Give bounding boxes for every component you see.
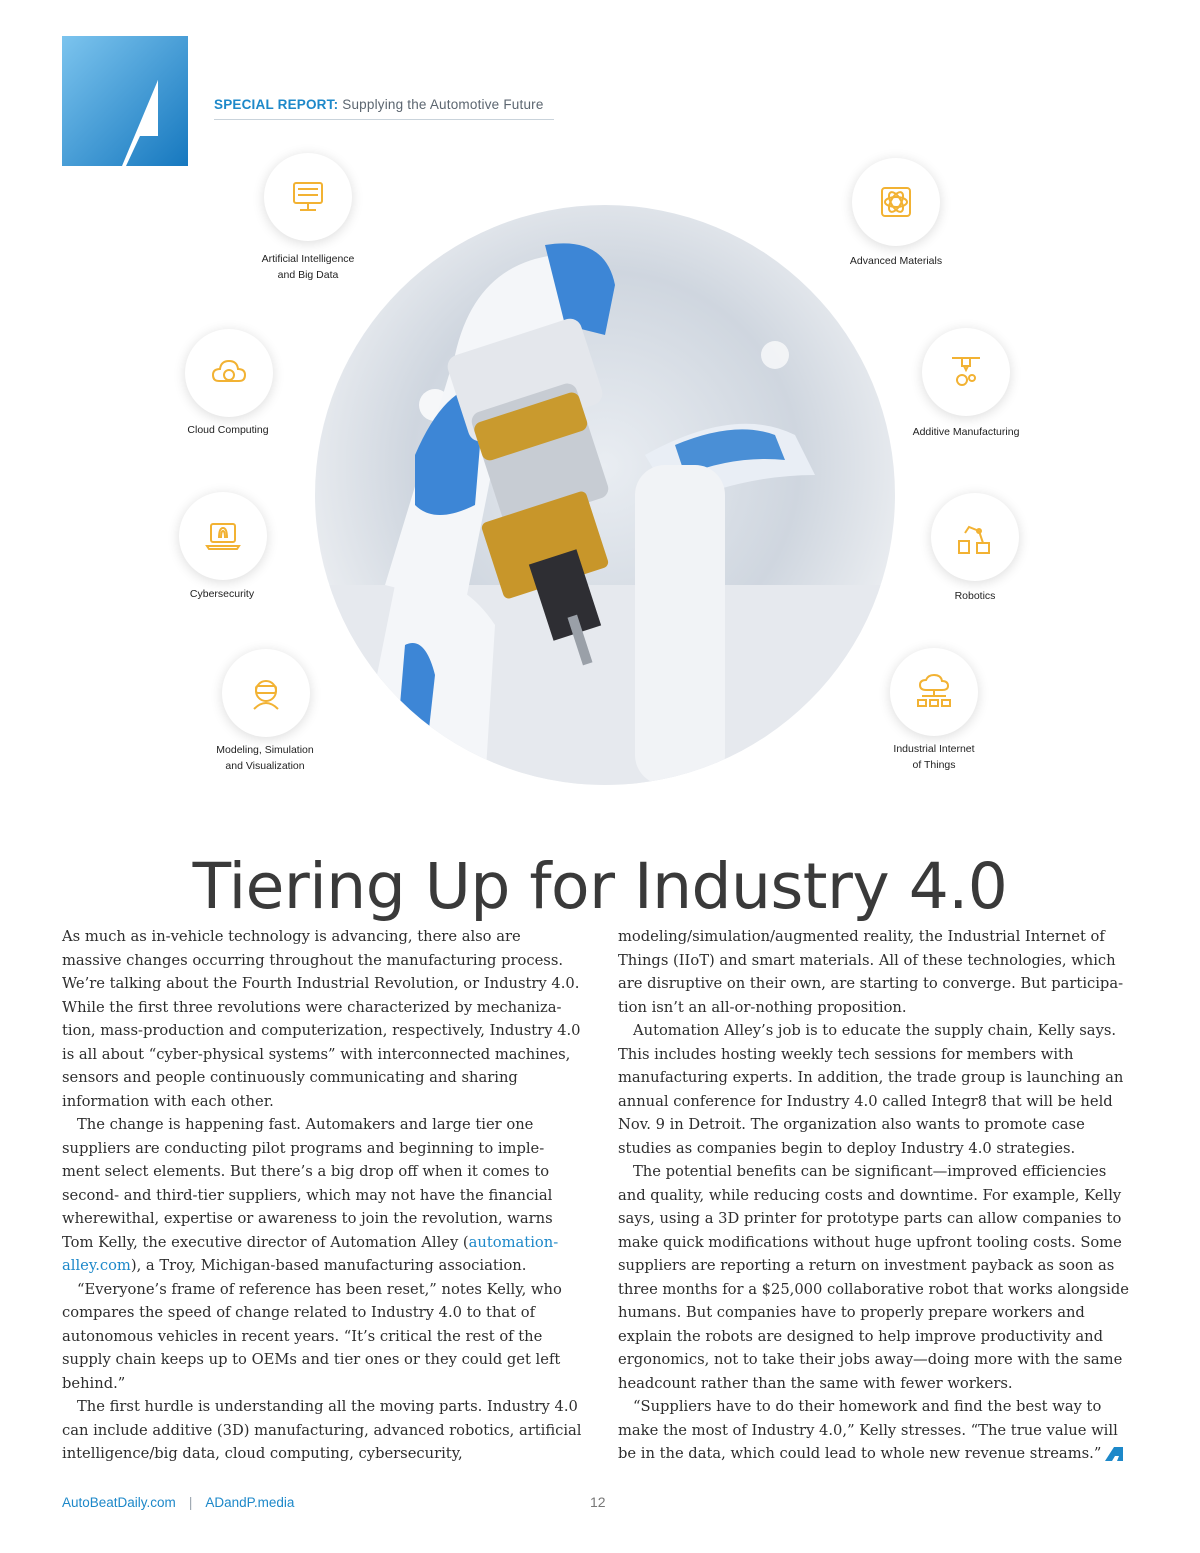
publication-logo xyxy=(62,36,188,166)
label-line: and Big Data xyxy=(277,269,339,281)
label-line: Industrial Internet xyxy=(893,743,975,755)
article-title: Tiering Up for Industry 4.0 xyxy=(192,850,1008,924)
label-line: Advanced Materials xyxy=(849,255,943,267)
label-line: Robotics xyxy=(954,590,996,602)
paragraph: As much as in-vehicle technology is advancing, there also are massive changes occurring throughout the manufacturing process. We’re talking about the Fourth Industrial Revolution, or Industry 4.0. While the first three revolutions were characterized by mechaniza-tion, mass-production and computerization, respectively, Industry 4.0 is all about “cyber-physical systems” with interconnected machines, sensors and people continuously communicating and sharing information with each other. xyxy=(62,928,581,1110)
automation-alley-link[interactable]: automation-alley.com xyxy=(62,1233,559,1274)
paragraph-text: “Suppliers have to do their homework and find the best way to make the most of Industry 4.0,” Kelly stresses. “The true value will be in the data, which could lead to whole new revenue streams.” xyxy=(618,1398,1118,1462)
iiot-label xyxy=(844,741,1024,773)
label-line: Additive Manufacturing xyxy=(912,426,1020,438)
footer-link-autobeat[interactable]: AutoBeatDaily.com xyxy=(62,1495,176,1510)
header-kicker: SPECIAL REPORT: xyxy=(214,97,339,112)
paragraph-text: ), a Troy, Michigan-based manufacturing association. xyxy=(130,1257,527,1274)
paragraph-text: The change is happening fast. Automakers and large tier one suppliers are conducting pilot programs and beginning to imple-ment select elements. But there’s a big drop off when it comes to second- and third-tier suppliers, which may not have the financial wherewithal, expertise or awareness to join the revolution, warns Tom Kelly, the executive director of Automation Alley ( xyxy=(62,1116,553,1251)
label-line: Modeling, Simulation xyxy=(216,744,314,756)
paragraph xyxy=(62,1113,582,1278)
footer xyxy=(62,1495,294,1510)
cloud-computing-icon xyxy=(185,329,273,417)
footer-separator: | xyxy=(188,1495,193,1510)
ai-big-data-icon xyxy=(264,153,352,241)
paragraph: modeling/simulation/augmented reality, the Industrial Internet of Things (IIoT) and smart materials. All of these technologies, which are disruptive on their own, are starting to converge. But participa-tion isn’t an all-or-nothing proposition. xyxy=(618,928,1124,1016)
cloud-computing-label xyxy=(138,422,318,438)
label-line: Cloud Computing xyxy=(187,424,269,436)
article-column-left xyxy=(62,925,582,1466)
robotics-label xyxy=(885,588,1065,604)
article-column-right xyxy=(618,925,1138,1466)
paragraph xyxy=(618,1395,1138,1466)
label-line: of Things xyxy=(912,759,956,771)
cybersecurity-icon xyxy=(179,492,267,580)
advanced-materials-icon xyxy=(852,158,940,246)
paragraph: “Everyone’s frame of reference has been reset,” notes Kelly, who compares the speed of change related to Industry 4.0 to that of autonomous vehicles in recent years. “It’s critical the rest of the supply chain keeps up to OEMs and tier ones or they could get left behind.” xyxy=(62,1280,562,1392)
advanced-materials-label xyxy=(806,253,986,269)
end-mark-icon xyxy=(1105,1447,1123,1461)
iiot-icon xyxy=(890,648,978,736)
additive-manufacturing-label xyxy=(876,424,1056,440)
label-line: and Visualization xyxy=(225,760,305,772)
paragraph: The potential benefits can be significant—improved efficiencies and quality, while reducing costs and downtime. For example, Kelly says, using a 3D printer for prototype parts can allow companies to make quick modifications without huge upfront tooling costs. Some suppliers are reporting a return on investment payback as soon as three months for a $25,000 collaborative robot that works alongside humans. But companies have to properly prepare workers and explain the robots are designed to help improve productivity and ergonomics, not to take their jobs away—doing more with the same headcount rather than the same with fewer workers. xyxy=(618,1163,1129,1392)
modeling-simulation-label xyxy=(175,742,355,774)
cybersecurity-label xyxy=(132,586,312,602)
label-line: Artificial Intelligence xyxy=(261,253,355,265)
page-number: 12 xyxy=(590,1494,606,1510)
robot-arm-photo xyxy=(315,205,895,785)
paragraph: The first hurdle is understanding all the moving parts. Industry 4.0 can include additive (3D) manufacturing, advanced robotics, artificial intelligence/big data, cloud computing, cybersecurity, xyxy=(62,1398,582,1462)
label-line: Cybersecurity xyxy=(189,588,255,600)
ai-big-data-label xyxy=(218,251,398,283)
footer-link-adandp[interactable]: ADandP.media xyxy=(205,1495,295,1510)
modeling-simulation-icon xyxy=(222,649,310,737)
header-section: Supplying the Automotive Future xyxy=(342,97,544,112)
robotics-icon xyxy=(931,493,1019,581)
paragraph: Automation Alley’s job is to educate the supply chain, Kelly says. This includes hosting weekly tech sessions for members with manufacturing experts. In addition, the trade group is launching an annual conference for Industry 4.0 called Integr8 that will be held Nov. 9 in Detroit. The organization also wants to promote case studies as companies begin to deploy Industry 4.0 strategies. xyxy=(618,1022,1124,1157)
additive-manufacturing-icon xyxy=(922,328,1010,416)
section-header xyxy=(214,97,554,120)
